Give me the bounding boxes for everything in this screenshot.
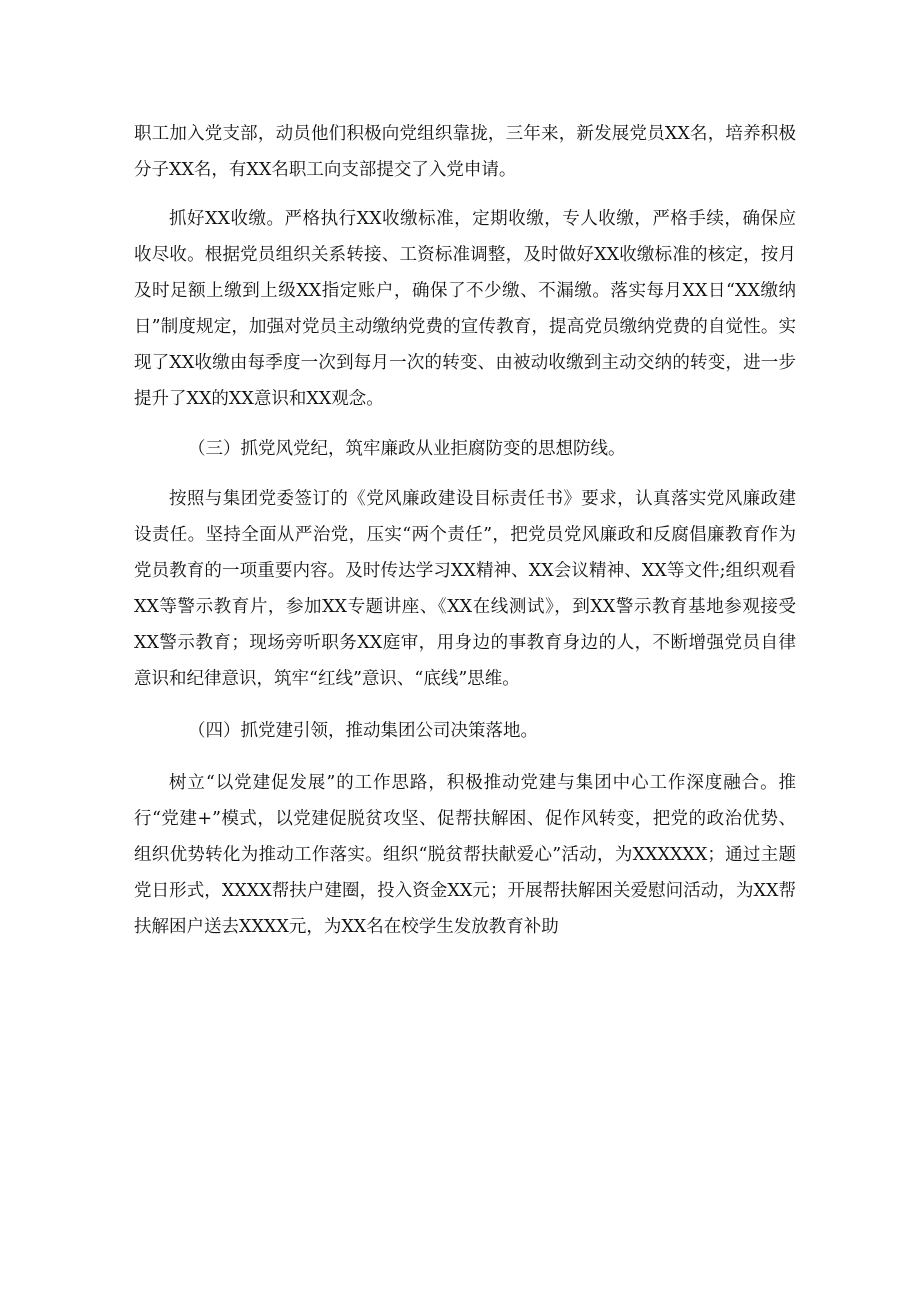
body-paragraph: 按照与集团党委签订的《党风廉政建设目标责任书》要求，认真落实党风廉政建设责任。坚持全面从严治党，压实“两个责任”，把党员党风廉政和反腐倡廉教育作为党员教育的一项重要内容。及时传达学习XX精神、XX会议精神、XX等文件;组织观看XX等警示教育片，参加XX专题讲座、《XX在线测试》，到XX警示教育基地参观接受XX警示教育；现场旁听职务XX庭审，用身边的事教育身边的人，不断增强党员自律意识和纪律意识，筑牢“红线”意识、“底线”思维。 — [134, 489, 796, 689]
document-body — [134, 116, 796, 957]
body-paragraph: 职工加入党支部，动员他们积极向党组织靠拢，三年来，新发展党员XX名，培养积极分子XX名，有XX名职工向支部提交了入党申请。 — [134, 124, 796, 180]
section-heading: （四）抓党建引领，推动集团公司决策落地。 — [188, 721, 538, 741]
body-paragraph: 抓好XX收缴。严格执行XX收缴标准，定期收缴，专人收缴，严格手续，确保应收尽收。根据党员组织关系转接、工资标准调整，及时做好XX收缴标准的核定，按月及时足额上缴到上级XX指定账户，确保了不少缴、不漏缴。落实每月XX日“XX缴纳日”制度规定，加强对党员主动缴纳党费的宣传教育，提高党员缴纳党费的自觉性。实现了XX收缴由每季度一次到每月一次的转变、由被动收缴到主动交纳的转变，进一步提升了XX的XX意识和XX观念。 — [134, 209, 796, 409]
section-heading: （三）抓党风党纪，筑牢廉政从业拒腐防变的思想防线。 — [188, 439, 626, 459]
body-paragraph: 树立“以党建促发展”的工作思路，积极推动党建与集团中心工作深度融合。推行“党建+”模式，以党建促脱贫攻坚、促帮扶解困、促作风转变，把党的政治优势、组织优势转化为推动工作落实。组织“脱贫帮扶献爱心”活动，为XXXXXX；通过主题党日形式，XXXX帮扶户建圈，投入资金XX元；开展帮扶解困关爱慰问活动，为XX帮扶解困户送去XXXX元，为XX名在校学生发放教育补助 — [134, 773, 796, 937]
